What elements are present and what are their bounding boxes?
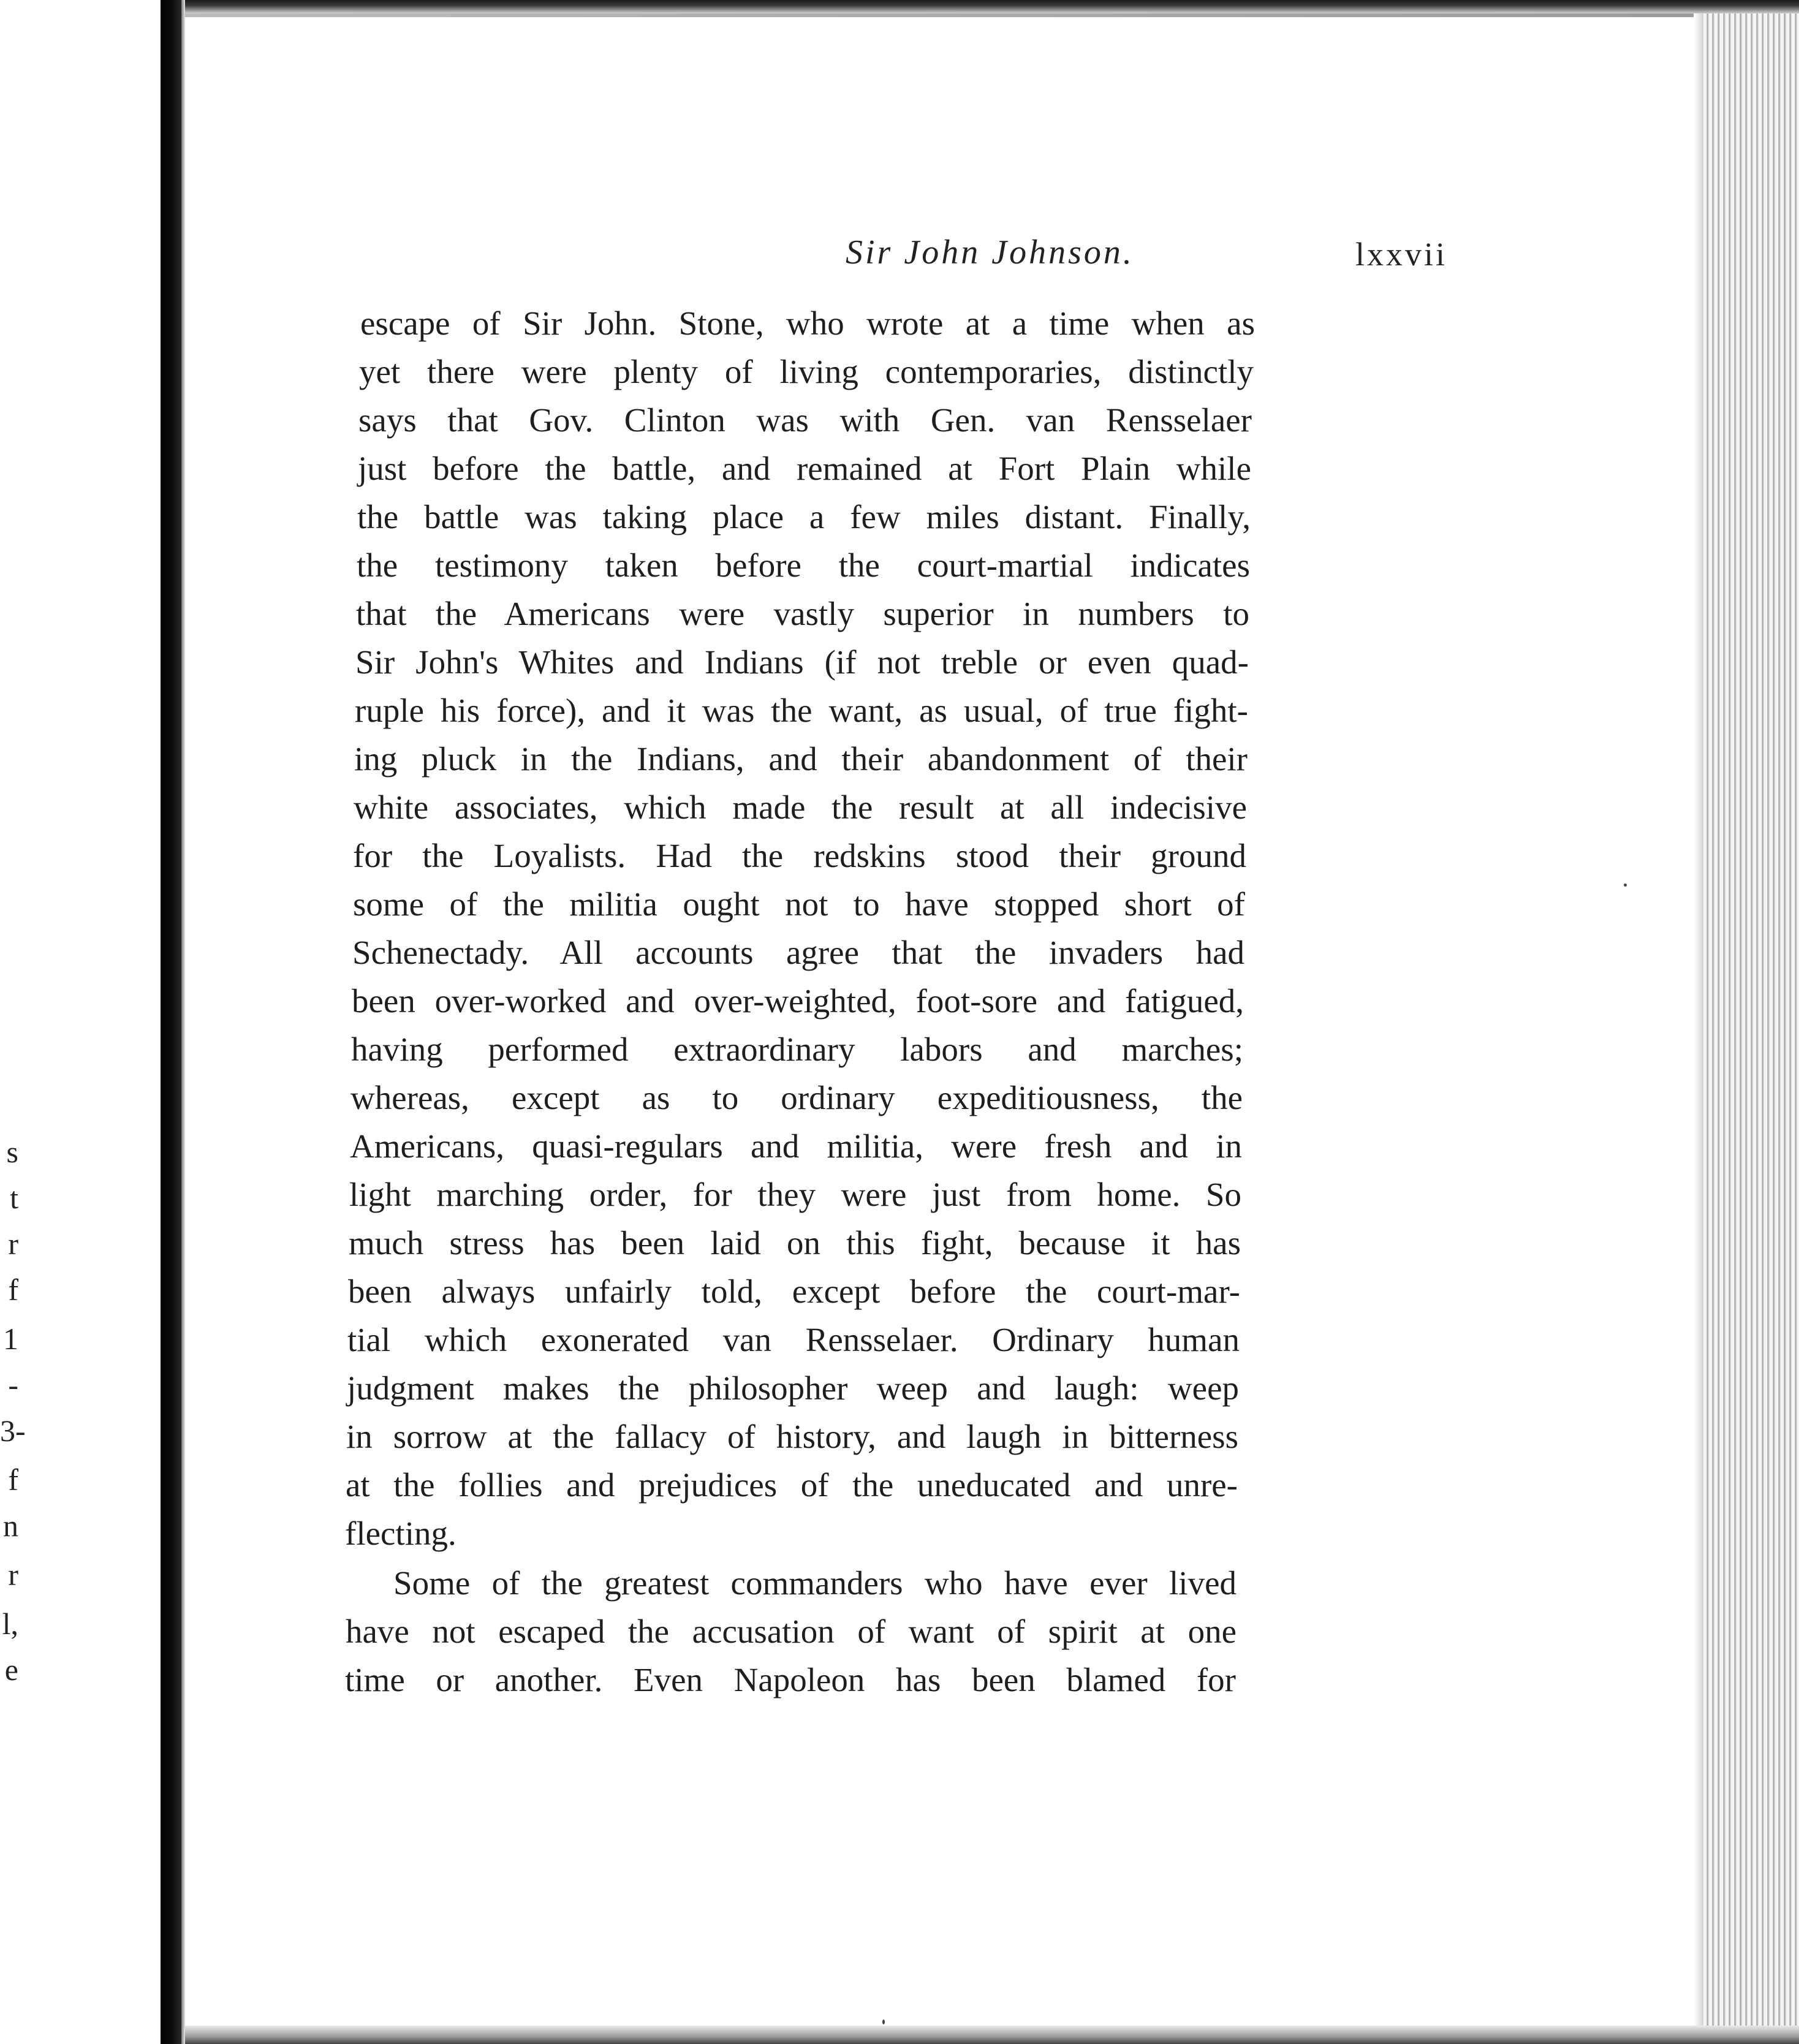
text-line: light marching order, for they were just from home. So: [349, 1176, 1241, 1213]
text-line: in sorrow at the fallacy of history, and laugh in bitterness: [346, 1418, 1238, 1455]
left-page-fragment: f: [8, 1463, 18, 1497]
text-line: Some of the greatest commanders who have ever lived: [393, 1564, 1237, 1602]
text-line: Americans, quasi-regulars and militia, were fresh and in: [350, 1127, 1242, 1165]
left-page-fragment: e: [4, 1652, 18, 1687]
text-line: having performed extraordinary labors and marches;: [351, 1031, 1243, 1068]
book-page: [185, 17, 1694, 2026]
bottom-page-edge: [185, 2026, 1799, 2044]
text-line: been over-worked and over-weighted, foot-sore and fatigued,: [352, 982, 1244, 1020]
left-page-fragment: f: [8, 1273, 18, 1307]
top-page-edge: [185, 0, 1799, 13]
page-number: lxxvii: [1355, 236, 1448, 273]
left-page-fragment: r: [8, 1227, 18, 1261]
text-line: much stress has been laid on this fight, because it has: [349, 1224, 1241, 1262]
text-line: whereas, except as to ordinary expeditiousness, the: [350, 1079, 1243, 1116]
text-line: ruple his force), and it was the want, as usual, of true fight-: [355, 692, 1248, 729]
print-speck: [882, 2019, 885, 2024]
left-page-fragment: -: [8, 1368, 18, 1402]
text-line: the battle was taking place a few miles distant. Finally,: [357, 498, 1251, 536]
text-line: been always unfairly told, except before the court-mar-: [348, 1273, 1240, 1310]
text-line: just before the battle, and remained at Fort Plain while: [358, 450, 1251, 487]
left-page-fragment: n: [3, 1508, 18, 1543]
previous-page-edge: [0, 0, 161, 2044]
text-line: tial which exonerated van Rensselaer. Ordinary human: [347, 1321, 1240, 1358]
text-line: at the follies and prejudices of the uneducated and unre-: [346, 1466, 1238, 1504]
stacked-page-edges: [1703, 13, 1799, 2026]
left-page-fragment: s: [6, 1135, 18, 1169]
text-line: white associates, which made the result at all indecisive: [354, 789, 1247, 826]
text-line: Schenectady. All accounts agree that the invaders had: [352, 934, 1244, 971]
text-line: the testimony taken before the court-martial indicates: [357, 547, 1250, 584]
text-line: says that Gov. Clinton was with Gen. van Rensselaer: [358, 401, 1252, 439]
text-line: that the Americans were vastly superior in numbers to: [356, 595, 1249, 632]
text-line: escape of Sir John. Stone, who wrote at a time when as: [360, 305, 1255, 342]
text-line: judgment makes the philosopher weep and laugh: weep: [347, 1369, 1239, 1407]
text-line: yet there were plenty of living contemporaries, distinctly: [359, 353, 1254, 390]
text-line: Sir John's Whites and Indians (if not treble or even quad-: [355, 643, 1249, 681]
text-line: time or another. Even Napoleon has been blamed for: [345, 1661, 1236, 1698]
text-line: have not escaped the accusation of want of spirit at one: [346, 1613, 1237, 1650]
left-page-fragment: t: [10, 1181, 18, 1215]
text-line: some of the militia ought not to have stopped short of: [353, 885, 1245, 923]
text-line: for the Loyalists. Had the redskins stood their ground: [353, 837, 1246, 874]
text-line: flecting.: [345, 1515, 456, 1552]
left-page-fragment: 3-: [0, 1414, 26, 1448]
running-head: Sir John Johnson.: [846, 233, 1134, 271]
book-gutter: [161, 0, 181, 2044]
left-page-fragment: r: [8, 1558, 18, 1592]
text-line: ing pluck in the Indians, and their abandonment of their: [354, 740, 1248, 778]
print-speck: [1624, 884, 1627, 887]
left-page-fragment: l,: [2, 1607, 18, 1641]
left-page-fragment: 1: [3, 1322, 18, 1356]
